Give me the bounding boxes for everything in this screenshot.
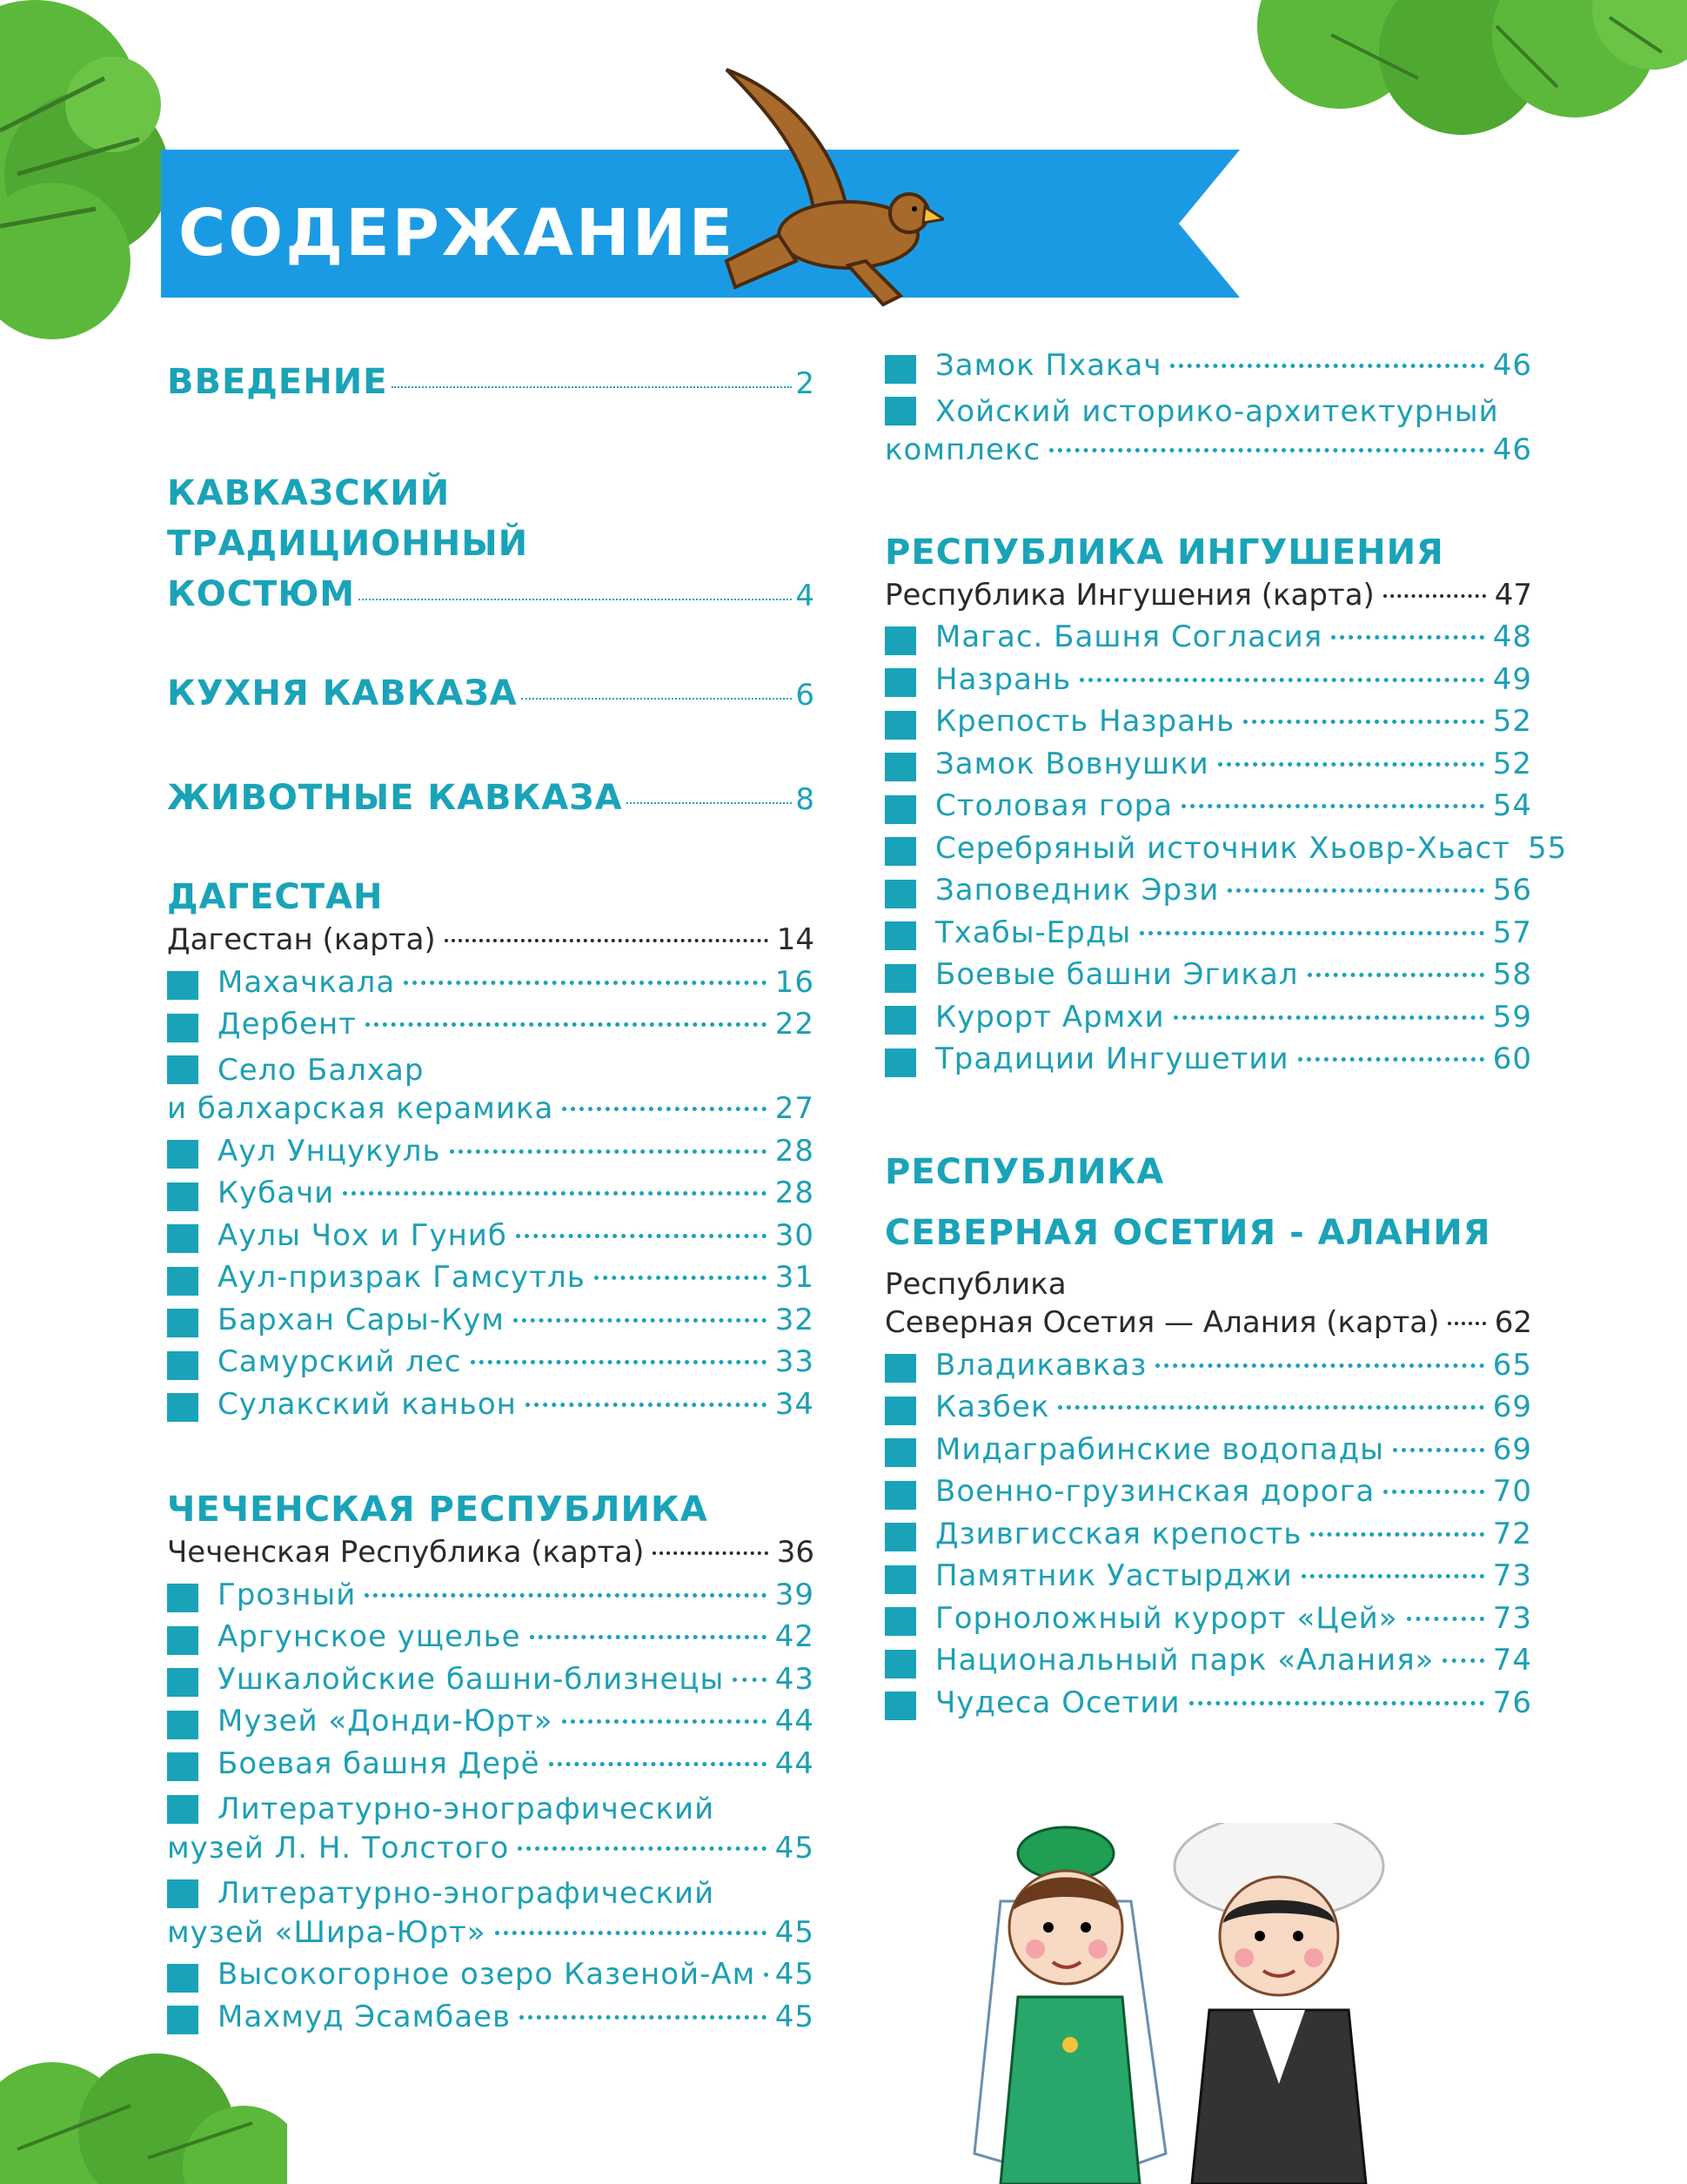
toc-entry[interactable] xyxy=(885,788,1532,831)
entry-label: Замок Вовнушки xyxy=(935,746,1209,781)
toc-entry[interactable] xyxy=(885,704,1532,747)
bullet-square-icon xyxy=(885,795,916,824)
entry-label: Ушкалойские башни-близнецы xyxy=(218,1661,725,1697)
page-number: 46 xyxy=(1492,432,1532,467)
dot-leader xyxy=(358,599,792,600)
bullet-square-icon xyxy=(885,921,916,950)
bullet-square-icon xyxy=(167,1584,198,1612)
toc-entry[interactable] xyxy=(167,1007,814,1049)
bullet-square-icon xyxy=(167,1752,198,1781)
entry-label: Крепость Назрань xyxy=(935,704,1235,739)
toc-entry[interactable] xyxy=(885,1601,1532,1644)
toc-entry[interactable] xyxy=(885,1643,1532,1685)
bullet-square-icon xyxy=(885,668,916,697)
dot-leader xyxy=(1448,1322,1485,1325)
bullet-square-icon xyxy=(885,753,916,781)
section-title-ossetia-line1: РЕСПУБЛИКА xyxy=(885,1151,1165,1192)
section-title-animals: ЖИВОТНЫЕ КАВКАЗА xyxy=(167,778,623,818)
toc-entry[interactable] xyxy=(167,1746,814,1789)
page-number: 54 xyxy=(1492,788,1532,823)
dot-leader xyxy=(594,1276,767,1280)
bullet-square-icon xyxy=(167,1182,198,1211)
dot-leader xyxy=(513,1318,767,1323)
bullet-square-icon xyxy=(167,1964,198,1993)
page-number: 31 xyxy=(774,1260,814,1295)
toc-animals[interactable] xyxy=(167,773,814,823)
entry-label-line1: Село Балхар xyxy=(218,1052,425,1088)
page-title: СОДЕРЖАНИЕ xyxy=(178,196,736,271)
toc-intro[interactable] xyxy=(167,357,814,407)
dot-leader xyxy=(1174,1015,1484,1020)
bullet-square-icon xyxy=(885,964,916,993)
page-number: 45 xyxy=(774,1914,814,1950)
bullet-square-icon xyxy=(885,1565,916,1594)
toc-entry[interactable] xyxy=(885,662,1532,705)
entry-label: Магас. Башня Согласия xyxy=(935,620,1323,654)
dot-leader xyxy=(1080,678,1484,682)
toc-entry-tolstoy[interactable] xyxy=(167,1788,814,1831)
dot-leader xyxy=(1140,931,1484,935)
page-number: 59 xyxy=(1492,999,1532,1035)
page-number: 52 xyxy=(1492,704,1532,739)
dot-leader xyxy=(1393,1448,1484,1452)
entry-label: Махмуд Эсамбаев xyxy=(218,1999,512,2034)
page-number: 6 xyxy=(795,678,814,713)
toc-entry-khoy[interactable] xyxy=(885,391,1532,433)
page-number: 22 xyxy=(774,1007,814,1042)
page-number: 36 xyxy=(776,1535,814,1570)
bullet-square-icon xyxy=(885,397,916,425)
entry-label: Махачкала xyxy=(218,964,396,1000)
page-number: 45 xyxy=(774,1999,814,2034)
toc-entry-chechnya-map[interactable] xyxy=(167,1535,814,1578)
page-number: 70 xyxy=(1492,1474,1532,1509)
entry-label-ossetia-map-line1: Республика xyxy=(885,1266,1067,1302)
page-number: 73 xyxy=(1492,1600,1532,1636)
toc-entry[interactable] xyxy=(885,1517,1532,1559)
bullet-square-icon xyxy=(167,1711,198,1739)
entry-label: Боевая башня Дерё xyxy=(218,1745,540,1781)
toc-entry[interactable] xyxy=(167,1662,814,1705)
bullet-square-icon xyxy=(885,1006,916,1035)
dot-leader xyxy=(1218,762,1484,767)
dot-leader xyxy=(392,386,793,388)
page-number: 47 xyxy=(1494,577,1532,613)
page-number: 73 xyxy=(1492,1558,1532,1593)
toc-entry[interactable] xyxy=(885,1042,1532,1084)
bullet-square-icon xyxy=(167,1879,198,1908)
page-number: 4 xyxy=(795,579,814,613)
page-number: 27 xyxy=(774,1091,814,1126)
toc-entry[interactable] xyxy=(167,1578,814,1620)
entry-label-line2: комплекс xyxy=(885,432,1041,467)
section-title-chechnya: ЧЕЧЕНСКАЯ РЕСПУБЛИКА xyxy=(167,1490,708,1530)
bullet-square-icon xyxy=(167,1351,198,1380)
toc-entry[interactable] xyxy=(167,1387,814,1430)
dot-leader xyxy=(404,981,767,985)
bullet-square-icon xyxy=(885,1650,916,1678)
bullet-square-icon xyxy=(885,1692,916,1720)
dot-leader xyxy=(562,1107,766,1111)
dot-leader xyxy=(1228,888,1483,893)
toc-entry[interactable] xyxy=(885,1390,1532,1432)
entry-label: Аул-призрак Гамсутль xyxy=(218,1260,586,1295)
bullet-square-icon xyxy=(167,1795,198,1824)
dot-leader xyxy=(445,939,768,942)
dot-leader xyxy=(733,1678,766,1682)
entry-label: Столовая гора xyxy=(935,788,1174,823)
section-title-ossetia-line2: СЕВЕРНАЯ ОСЕТИЯ - АЛАНИЯ xyxy=(885,1212,1491,1253)
section-title-intro: ВВЕДЕНИЕ xyxy=(167,362,388,402)
entry-label: Чудеса Осетии xyxy=(935,1685,1181,1720)
page-number: 65 xyxy=(1492,1347,1532,1383)
dot-leader xyxy=(1331,635,1484,640)
entry-label: Высокогорное озеро Казеной-Ам xyxy=(218,1957,756,1992)
eagle-illustration xyxy=(718,61,944,313)
page-number: 32 xyxy=(774,1302,814,1337)
entry-label: Дзивгисская крепость xyxy=(935,1516,1302,1551)
entry-label: Заповедник Эрзи xyxy=(935,873,1220,908)
dot-leader xyxy=(626,802,793,804)
toc-entry[interactable] xyxy=(885,873,1532,915)
dot-leader xyxy=(518,1846,766,1851)
dot-leader xyxy=(519,2015,767,2020)
bullet-square-icon xyxy=(167,1393,198,1422)
page-number: 30 xyxy=(774,1217,814,1253)
entry-label: Серебряный источник Хьовр-Хьаст xyxy=(935,830,1510,866)
bullet-square-icon xyxy=(885,1397,916,1425)
page-number: 42 xyxy=(774,1619,814,1654)
bullet-square-icon xyxy=(167,1267,198,1296)
page-number: 52 xyxy=(1492,746,1532,781)
dot-leader xyxy=(495,1931,767,1935)
toc-entry[interactable] xyxy=(167,1134,814,1176)
page-number: 28 xyxy=(774,1176,814,1210)
page-number: 49 xyxy=(1492,661,1532,697)
entry-label: Мидаграбинские водопады xyxy=(935,1431,1384,1467)
toc-entry[interactable] xyxy=(167,2000,814,2042)
toc-entry[interactable] xyxy=(885,957,1532,1000)
toc-entry-balkhar-cont[interactable] xyxy=(167,1091,814,1134)
bullet-square-icon xyxy=(167,1224,198,1253)
entry-label: Чеченская Республика (карта) xyxy=(167,1535,645,1570)
dot-leader xyxy=(562,1719,767,1724)
entry-label: Горноложный курорт «Цей» xyxy=(935,1600,1398,1636)
dot-leader xyxy=(1407,1617,1484,1621)
dot-leader xyxy=(1189,1701,1484,1705)
section-title-ingushetia: РЕСПУБЛИКА ИНГУШЕНИЯ xyxy=(885,532,1444,573)
toc-left-column xyxy=(167,348,814,2041)
toc-entry[interactable] xyxy=(885,348,1532,391)
toc-entry[interactable] xyxy=(167,1260,814,1303)
page-number: 76 xyxy=(1492,1685,1532,1720)
page-number: 72 xyxy=(1492,1516,1532,1551)
entry-label: Северная Осетия — Алания (карта) xyxy=(885,1305,1440,1340)
entry-label: Аул Унцукуль xyxy=(218,1133,441,1169)
bullet-square-icon xyxy=(167,1140,198,1169)
page-number: 69 xyxy=(1492,1431,1532,1467)
section-title-costume-line1: КАВКАЗСКИЙ ТРАДИЦИОННЫЙ xyxy=(167,473,529,564)
dot-leader xyxy=(530,1635,767,1639)
toc-entry[interactable] xyxy=(885,1432,1532,1475)
bullet-square-icon xyxy=(167,1626,198,1655)
dot-leader xyxy=(1058,1405,1483,1410)
dot-leader xyxy=(1443,1658,1483,1663)
bullet-square-icon xyxy=(885,1481,916,1510)
page-number: 39 xyxy=(774,1577,814,1612)
page-number: 74 xyxy=(1492,1643,1532,1678)
dot-leader xyxy=(1170,364,1483,368)
entry-label: Курорт Армхи xyxy=(935,999,1165,1035)
page-number: 46 xyxy=(1492,348,1532,383)
entry-label: Традиции Ингушетии xyxy=(935,1042,1289,1076)
bullet-square-icon xyxy=(885,1354,916,1383)
entry-label-line1: Хойский историко-архитектурный xyxy=(935,393,1499,429)
page-number: 60 xyxy=(1492,1042,1532,1076)
toc-entry-ossetia-map[interactable] xyxy=(885,1305,1532,1348)
toc-entry[interactable] xyxy=(167,1176,814,1218)
toc-entry-shira-cont[interactable] xyxy=(167,1915,814,1958)
toc-entry[interactable] xyxy=(167,1957,814,2000)
dot-leader xyxy=(1049,448,1484,452)
bullet-square-icon xyxy=(885,626,916,655)
dot-leader xyxy=(516,1234,767,1238)
toc-entry[interactable] xyxy=(885,1348,1532,1390)
entry-label: Боевые башни Эгикал xyxy=(935,957,1299,992)
entry-label: Тхабы-Ерды xyxy=(935,914,1132,950)
entry-label-line2: музей Л. Н. Толстого xyxy=(167,1830,510,1866)
toc-entry[interactable] xyxy=(885,1685,1532,1728)
toc-entry-dagestan-map[interactable] xyxy=(167,922,814,965)
bullet-square-icon xyxy=(885,1438,916,1467)
page-number: 34 xyxy=(774,1386,814,1422)
page-number: 45 xyxy=(774,1830,814,1866)
page-number: 14 xyxy=(776,922,814,957)
dot-leader xyxy=(764,1973,766,1977)
toc-entry[interactable] xyxy=(167,1218,814,1261)
page-number: 2 xyxy=(795,366,814,401)
entry-label: Бархан Сары-Кум xyxy=(218,1302,505,1337)
bullet-square-icon xyxy=(167,1014,198,1042)
section-title-dagestan: ДАГЕСТАН xyxy=(167,877,384,917)
toc-entry-khoy-cont[interactable] xyxy=(885,432,1532,475)
toc-entry[interactable] xyxy=(167,1704,814,1746)
page-number: 57 xyxy=(1492,914,1532,950)
toc-entry[interactable] xyxy=(885,620,1532,662)
dot-leader xyxy=(471,1360,767,1364)
toc-right-column xyxy=(885,348,1568,1727)
dot-leader xyxy=(1298,1057,1484,1062)
tree-illustration-top-right xyxy=(1227,0,1687,152)
section-title-costume-line2: КОСТЮМ xyxy=(167,574,356,614)
children-illustration xyxy=(948,1823,1401,2184)
entry-label: Казбек xyxy=(935,1390,1050,1424)
page-number: 43 xyxy=(774,1661,814,1697)
bullet-square-icon xyxy=(167,2006,198,2034)
entry-label: Республика Ингушения (карта) xyxy=(885,577,1375,613)
bullet-square-icon xyxy=(885,880,916,908)
toc-entry[interactable] xyxy=(167,1619,814,1662)
entry-label: Военно-грузинская дорога xyxy=(935,1474,1376,1509)
bullet-square-icon xyxy=(167,1309,198,1337)
toc-entry-tolstoy-cont[interactable] xyxy=(167,1831,814,1873)
toc-entry[interactable] xyxy=(885,1558,1532,1601)
page-number: 45 xyxy=(774,1957,814,1992)
bullet-square-icon xyxy=(885,1523,916,1551)
entry-label: Замок Пхакач xyxy=(935,348,1162,383)
section-title-cuisine: КУХНЯ КАВКАЗА xyxy=(167,673,518,713)
toc-costume[interactable] xyxy=(167,569,814,620)
entry-label: Дербент xyxy=(218,1007,357,1042)
dot-leader xyxy=(365,1593,766,1598)
bullet-square-icon xyxy=(885,711,916,740)
page-number: 16 xyxy=(774,964,814,1000)
dot-leader xyxy=(526,1403,767,1407)
toc-cuisine[interactable] xyxy=(167,668,814,719)
page-number: 33 xyxy=(774,1344,814,1379)
page-number: 55 xyxy=(1527,830,1568,866)
toc-entry[interactable] xyxy=(885,747,1532,789)
entry-label: Назрань xyxy=(935,661,1072,697)
page-number: 48 xyxy=(1492,620,1532,654)
tree-illustration-bottom-left xyxy=(0,2019,287,2184)
dot-leader xyxy=(1182,804,1484,808)
entry-label: Владикавказ xyxy=(935,1347,1148,1383)
entry-label: Сулакский каньон xyxy=(218,1386,517,1422)
tree-illustration-top-left xyxy=(0,0,174,348)
toc-entry[interactable] xyxy=(885,1000,1532,1042)
bullet-square-icon xyxy=(885,1048,916,1077)
entry-label-line2: музей «Шира-Юрт» xyxy=(167,1914,486,1950)
bullet-square-icon xyxy=(885,837,916,866)
toc-entry[interactable] xyxy=(167,1303,814,1345)
dot-leader xyxy=(1155,1363,1483,1368)
entry-label: Аргунское ущелье xyxy=(218,1619,521,1654)
entry-label: Музей «Донди-Юрт» xyxy=(218,1704,553,1738)
toc-entry-balkhar[interactable] xyxy=(167,1049,814,1092)
toc-entry[interactable] xyxy=(885,915,1532,958)
bullet-square-icon xyxy=(167,1668,198,1697)
entry-label: Грозный xyxy=(218,1577,357,1612)
dot-leader xyxy=(343,1191,766,1196)
entry-label: Самурский лес xyxy=(218,1344,462,1379)
bullet-square-icon xyxy=(885,1607,916,1636)
toc-entry[interactable] xyxy=(885,1474,1532,1517)
toc-entry[interactable] xyxy=(167,1344,814,1387)
toc-entry[interactable] xyxy=(885,830,1568,874)
toc-entry[interactable] xyxy=(167,965,814,1008)
dot-leader xyxy=(1383,594,1486,598)
toc-entry-ingushetia-map[interactable] xyxy=(885,578,1532,620)
entry-label: Национальный парк «Алания» xyxy=(935,1643,1435,1678)
entry-label: Памятник Уастырджи xyxy=(935,1558,1293,1593)
entry-label: Кубачи xyxy=(218,1176,335,1210)
page-number: 69 xyxy=(1492,1390,1532,1424)
page-number: 8 xyxy=(795,782,814,817)
dot-leader xyxy=(653,1551,767,1555)
dot-leader xyxy=(1310,1532,1483,1537)
dot-leader xyxy=(1243,720,1484,724)
bullet-square-icon xyxy=(167,1055,198,1084)
entry-label-line2: и балхарская керамика xyxy=(167,1091,554,1126)
page-number: 44 xyxy=(774,1745,814,1781)
dot-leader xyxy=(450,1149,767,1154)
entry-label: Аулы Чох и Гуниб xyxy=(218,1217,507,1253)
bullet-square-icon xyxy=(167,971,198,1000)
page-number: 44 xyxy=(774,1704,814,1738)
bullet-square-icon xyxy=(885,355,916,384)
entry-label: Дагестан (карта) xyxy=(167,922,436,957)
page-number: 58 xyxy=(1492,957,1532,992)
page-number: 62 xyxy=(1494,1305,1532,1340)
dot-leader xyxy=(365,1022,767,1027)
page-number: 56 xyxy=(1492,873,1532,908)
toc-entry-shira[interactable] xyxy=(167,1872,814,1915)
dot-leader xyxy=(521,698,793,700)
entry-label-line1: Литературно-энографический xyxy=(218,1876,715,1912)
dot-leader xyxy=(1302,1574,1484,1578)
page-number: 28 xyxy=(774,1133,814,1169)
entry-label-line1: Литературно-энографический xyxy=(218,1792,715,1827)
dot-leader xyxy=(1383,1490,1483,1494)
dot-leader xyxy=(1308,973,1484,977)
dot-leader xyxy=(549,1762,767,1766)
